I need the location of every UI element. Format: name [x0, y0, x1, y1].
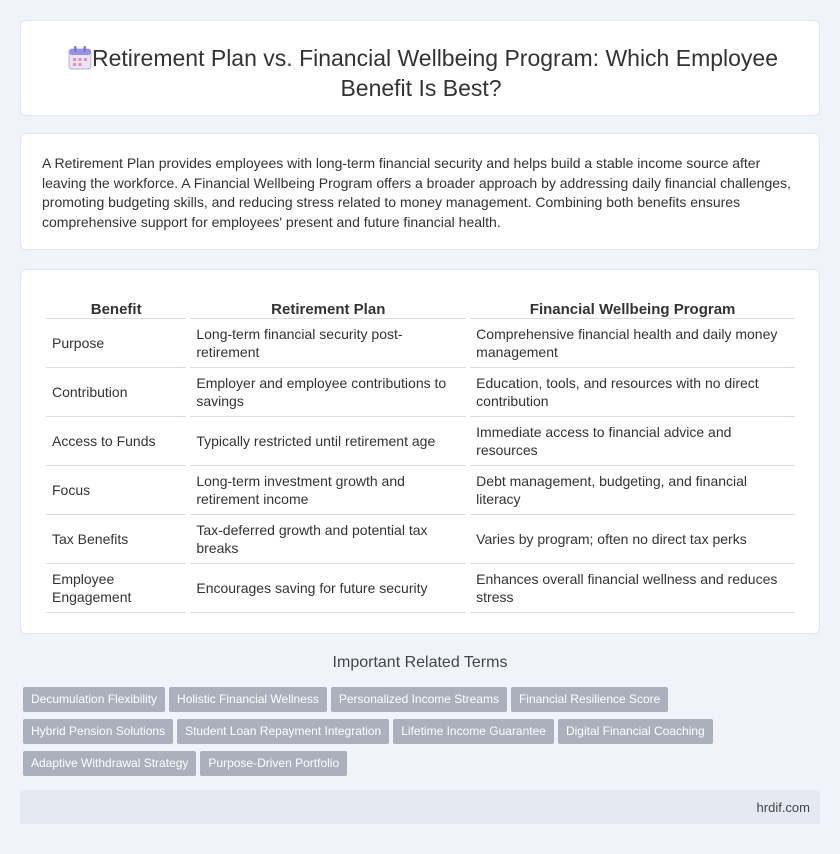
intro-paragraph: A Retirement Plan provides employees with long-term financial security and helps build a stable income source after leaving the workforce. A Financial Wellbeing Program offers a broader approach by addressing daily financial challenges, promoting budgeting skills, and reducing stress related to money management. Combining both benefits ensures comprehensive support for employees' present and future financial health. — [42, 155, 791, 230]
retirement-cell: Employer and employee contributions to savings — [190, 368, 466, 417]
header-retirement-plan: Retirement Plan — [190, 296, 466, 319]
wellbeing-cell: Comprehensive financial health and daily money management — [470, 319, 795, 368]
wellbeing-cell: Varies by program; often no direct tax perks — [470, 515, 795, 564]
table-row — [46, 368, 795, 417]
table-row — [46, 417, 795, 466]
row-label: Contribution — [46, 368, 186, 417]
intro-card — [20, 133, 820, 250]
related-term-tag[interactable]: Decumulation Flexibility — [23, 687, 165, 712]
related-terms-list — [23, 687, 823, 783]
related-terms-title: Important Related Terms — [332, 654, 508, 671]
related-term-tag[interactable]: Financial Resilience Score — [511, 687, 668, 712]
related-term-tag[interactable]: Hybrid Pension Solutions — [23, 719, 173, 744]
related-term-tag[interactable]: Personalized Income Streams — [331, 687, 507, 712]
related-term-tag[interactable]: Lifetime Income Guarantee — [393, 719, 554, 744]
row-label: Employee Engagement — [46, 564, 186, 613]
retirement-cell: Long-term financial security post-retirement — [190, 319, 466, 368]
table-row — [46, 466, 795, 515]
row-label: Purpose — [46, 319, 186, 368]
wellbeing-cell: Enhances overall financial wellness and reduces stress — [470, 564, 795, 613]
related-term-tag[interactable]: Digital Financial Coaching — [558, 719, 713, 744]
header-financial-wellbeing: Financial Wellbeing Program — [470, 296, 795, 319]
related-term-tag[interactable]: Adaptive Withdrawal Strategy — [23, 751, 196, 776]
table-row — [46, 564, 795, 613]
comparison-card — [20, 269, 820, 634]
footer-site-link[interactable]: hrdif.com — [756, 800, 810, 815]
wellbeing-cell: Debt management, budgeting, and financial literacy — [470, 466, 795, 515]
table-header-row — [46, 296, 795, 319]
header-card — [20, 20, 820, 116]
retirement-cell: Typically restricted until retirement age — [190, 417, 466, 466]
related-term-tag[interactable]: Student Loan Repayment Integration — [177, 719, 389, 744]
row-label: Access to Funds — [46, 417, 186, 466]
header-benefit: Benefit — [46, 296, 186, 319]
related-term-tag[interactable]: Holistic Financial Wellness — [169, 687, 327, 712]
footer — [20, 790, 820, 824]
wellbeing-cell: Education, tools, and resources with no direct contribution — [470, 368, 795, 417]
row-label: Focus — [46, 466, 186, 515]
comparison-table — [42, 296, 799, 613]
table-row — [46, 319, 795, 368]
row-label: Tax Benefits — [46, 515, 186, 564]
retirement-cell: Encourages saving for future security — [190, 564, 466, 613]
related-term-tag[interactable]: Purpose-Driven Portfolio — [200, 751, 347, 776]
retirement-cell: Long-term investment growth and retirement income — [190, 466, 466, 515]
table-row — [46, 515, 795, 564]
wellbeing-cell: Immediate access to financial advice and resources — [470, 417, 795, 466]
page-title: Retirement Plan vs. Financial Wellbeing Program: Which Employee Benefit Is Best? — [91, 45, 779, 101]
retirement-cell: Tax-deferred growth and potential tax breaks — [190, 515, 466, 564]
